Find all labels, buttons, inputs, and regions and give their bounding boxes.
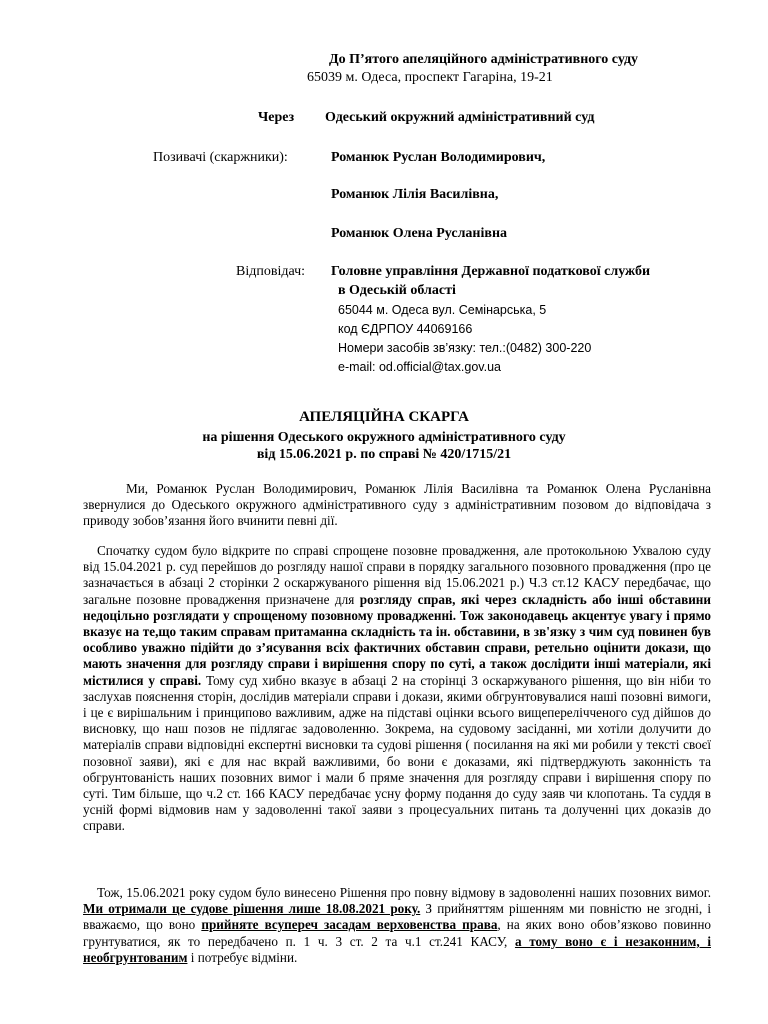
document-subtitle: на рішення Одеського окружного адміністративного суду bbox=[202, 430, 566, 445]
paragraph-3-rule-of-law: прийняте всупереч засадам верховенства права bbox=[201, 917, 498, 933]
defendant-label: Відповідач: bbox=[236, 264, 306, 279]
paragraph-3-conclusion: і потребує відміни. bbox=[187, 949, 298, 965]
paragraph-3-intro: Тож, 15.06.2021 року судом було винесено Рішення про повну відмову в задоволенні наших позовних вимог. bbox=[97, 885, 711, 900]
court-addressee: До П’ятого апеляційного адміністративного суду bbox=[329, 52, 639, 67]
defendant-name-line1: Головне управління Державної податкової служби bbox=[331, 264, 651, 279]
paragraph-2-rest: Тому суд хибно вказує в абзаці 2 на сторінці 3 оскаржуваного рішення, що він ніби то заслухав пояснення сторін, дослідив матеріали справи і докази, якими обгрунтовувалися наші позовні вимоги, і це є вирішальним і принципово важливим, адже на підставі оцінки всього вищеперелічченого суд дійшов до висновку, що наш позов не підлягає задоволенню. Зокрема, на судовому засіданні, ми хотіли долучити до матеріалів справи відповідні експертні висновки та судові рішення ( посилання на які ми робили у тексті своєї позовної заяви), які є для нас вкрай важливими, бо вони є доказами, які підтверджують законність та обгрунтованість наших позовних вимог і мали б пряме значення для розгляду справи і вирішення спору по суті. Тим більше, що ч.2 ст. 166 КАСУ передбачає усну форму подання до суду заяв чи клопотань. Та суддя в усній формі відмовив нам у задоволенні такої заяви з процесуальних питань та долученні цих доказів до справи. bbox=[83, 672, 712, 834]
paragraph-3-disagree: З прийняттям рішенням ми повністю не згодні, і вважаємо, що воно bbox=[83, 901, 712, 933]
paragraph-1 bbox=[83, 481, 711, 530]
plaintiff-1: Романюк Руслан Володимирович, bbox=[331, 150, 546, 165]
via-label: Через bbox=[258, 110, 295, 125]
paragraph-3-unlawful: а тому воно є і незаконним, і необгрунтованим bbox=[83, 933, 711, 965]
plaintiff-2: Романюк Лілія Василівна, bbox=[331, 187, 499, 202]
defendant-name-line2: в Одеській області bbox=[338, 283, 456, 298]
paragraph-3-received-date: Ми отримали це судове рішення лише 18.08.2021 року. bbox=[83, 901, 421, 917]
document-title: АПЕЛЯЦІЙНА СКАРГА bbox=[299, 409, 469, 425]
plaintiffs-label: Позивачі (скаржники): bbox=[153, 150, 288, 165]
plaintiff-3: Романюк Олена Русланівна bbox=[331, 226, 508, 241]
defendant-code: код ЄДРПОУ 44069166 bbox=[338, 322, 473, 336]
paragraph-1-text: Ми, Романюк Руслан Володимирович, Романюк Лілія Василівна та Романюк Олена Русланівна звернулися до Одеського окружного адміністративного суду з адміністративним позовом до відповідача з приводу зобов’язання його вчинити певні дії. bbox=[83, 481, 711, 529]
defendant-address: 65044 м. Одеса вул. Семінарська, 5 bbox=[338, 303, 547, 317]
defendant-phone: Номери засобів зв’язку: тел.:(0482) 300-220 bbox=[338, 341, 592, 355]
via-court: Одеський окружний адміністративний суд bbox=[325, 110, 595, 125]
paragraph-3-legal-basis: , на яких воно обов’язково повинно грунтуватися, як то передбачено п. 1 ч. 3 ст. 2 та ч.1 ст.241 КАСУ, bbox=[83, 917, 711, 949]
court-address: 65039 м. Одеса, проспект Гагаріна, 19-21 bbox=[307, 70, 553, 85]
document-case-ref: від 15.06.2021 р. по справі № 420/1715/21 bbox=[256, 447, 512, 462]
paragraph-2 bbox=[83, 543, 711, 835]
paragraph-3 bbox=[83, 885, 711, 966]
defendant-email: e-mail: od.official@tax.gov.ua bbox=[338, 360, 502, 374]
paragraph-2-emphasis: розгляду справ, які через складність або інші обставини недоцільно розглядати у спрощеному позовному провадженні. Тож законодавець акцентує увагу і прямо вказує на те,що таким справам притаманна складність та ін. обставини, в зв'язку з чим суд повинен був особливо уважно підійти до з’ясування всіх фактичних обставин справи, ретельно оцінити докази, що мають значення для розгляду справи і вирішення спору по суті, а також дослідити інші матеріали, які містилися у справі. bbox=[83, 591, 711, 688]
paragraph-2-intro: Спочатку судом було відкрите по справі спрощене позовне провадження, але протокольною Ухвалою суду від 15.04.2021 р. суд перейшов до розгляду нашої справи в порядку загального позовного провадження (про це зазначається в абзаці 2 сторінки 2 оскаржуваного рішення від 15.06.2021 р.) Ч.3 ст.12 КАСУ передбачає, що загальне позовне провадження призначене для bbox=[83, 543, 711, 607]
